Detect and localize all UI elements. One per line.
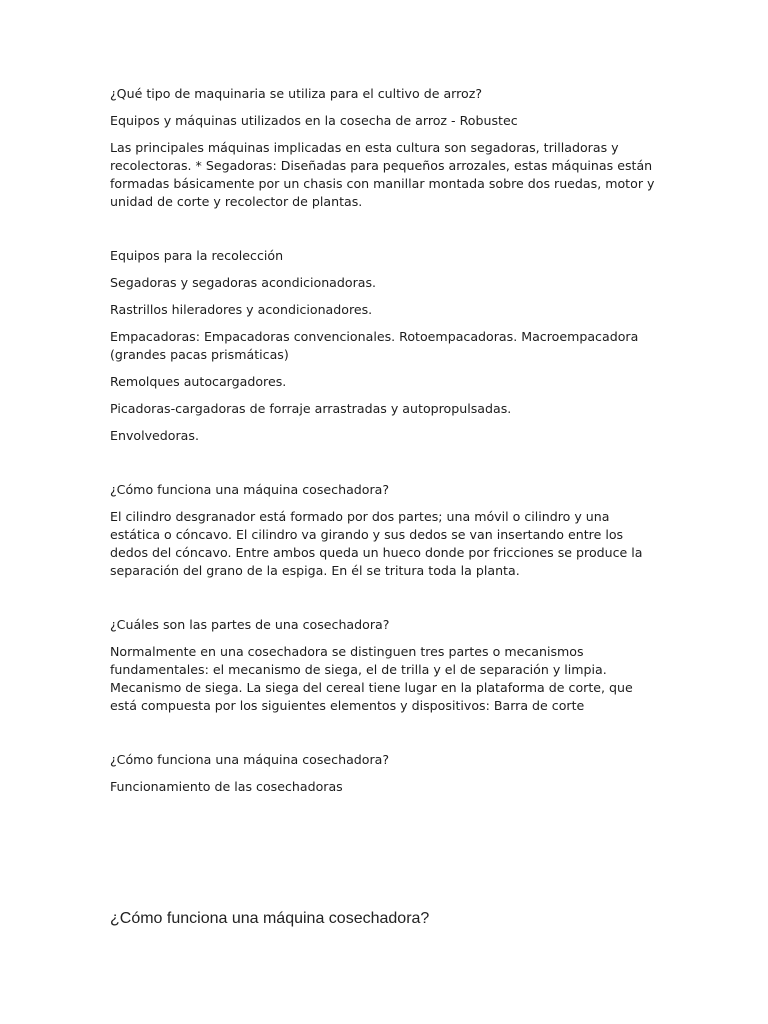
- answer-rice-machinery: Las principales máquinas implicadas en esta cultura son segadoras, trilladoras y recolectoras. * Segadoras: Diseñadas para pequeños arrozales, estas máquinas están formadas básicamente por un chasis con manillar montada sobre dos ruedas, motor y unidad de corte y recolector de plantas.: [110, 140, 655, 209]
- section-title-harvest-equipment: Equipos para la recolección: [110, 248, 284, 263]
- list-item: Envolvedoras.: [110, 428, 199, 443]
- question-harvester-parts: ¿Cuáles son las partes de una cosechadora?: [110, 617, 390, 632]
- answer-how-harvester-works: El cilindro desgranador está formado por dos partes; una móvil o cilindro y una estática o cóncavo. El cilindro va girando y sus dedos se van insertando entre los dedos del cóncavo. Entre ambos queda un hueco donde por fricciones se produce la separación del grano de la espiga. En él se tritura toda la planta.: [110, 509, 643, 578]
- list-item: Segadoras y segadoras acondicionadoras.: [110, 275, 377, 290]
- list-item: Picadoras-cargadoras de forraje arrastradas y autopropulsadas.: [110, 401, 512, 416]
- question-how-harvester-works-2: ¿Cómo funciona una máquina cosechadora?: [110, 752, 390, 767]
- list-item: Empacadoras: Empacadoras convencionales. Rotoempacadoras. Macroempacadora (grandes pacas prismáticas): [110, 329, 639, 362]
- answer-harvester-parts: Normalmente en una cosechadora se distinguen tres partes o mecanismos fundamentales: el mecanismo de siega, el de trilla y el de separación y limpia. Mecanismo de siega. La siega del cereal tiene lugar en la plataforma de corte, que está compuesta por los siguientes elementos y dispositivos: Barra de corte: [110, 644, 633, 713]
- list-item: Rastrillos hileradores y acondicionadores.: [110, 302, 373, 317]
- source-title: Equipos y máquinas utilizados en la cosecha de arroz - Robustec: [110, 113, 518, 128]
- footer-heading: ¿Cómo funciona una máquina cosechadora?: [110, 910, 430, 927]
- list-item: Remolques autocargadores.: [110, 374, 287, 389]
- question-rice-machinery: ¿Qué tipo de maquinaria se utiliza para el cultivo de arroz?: [110, 86, 483, 101]
- document-body: [110, 85, 658, 805]
- question-how-harvester-works: ¿Cómo funciona una máquina cosechadora?: [110, 482, 390, 497]
- answer-harvester-operation: Funcionamiento de las cosechadoras: [110, 779, 343, 794]
